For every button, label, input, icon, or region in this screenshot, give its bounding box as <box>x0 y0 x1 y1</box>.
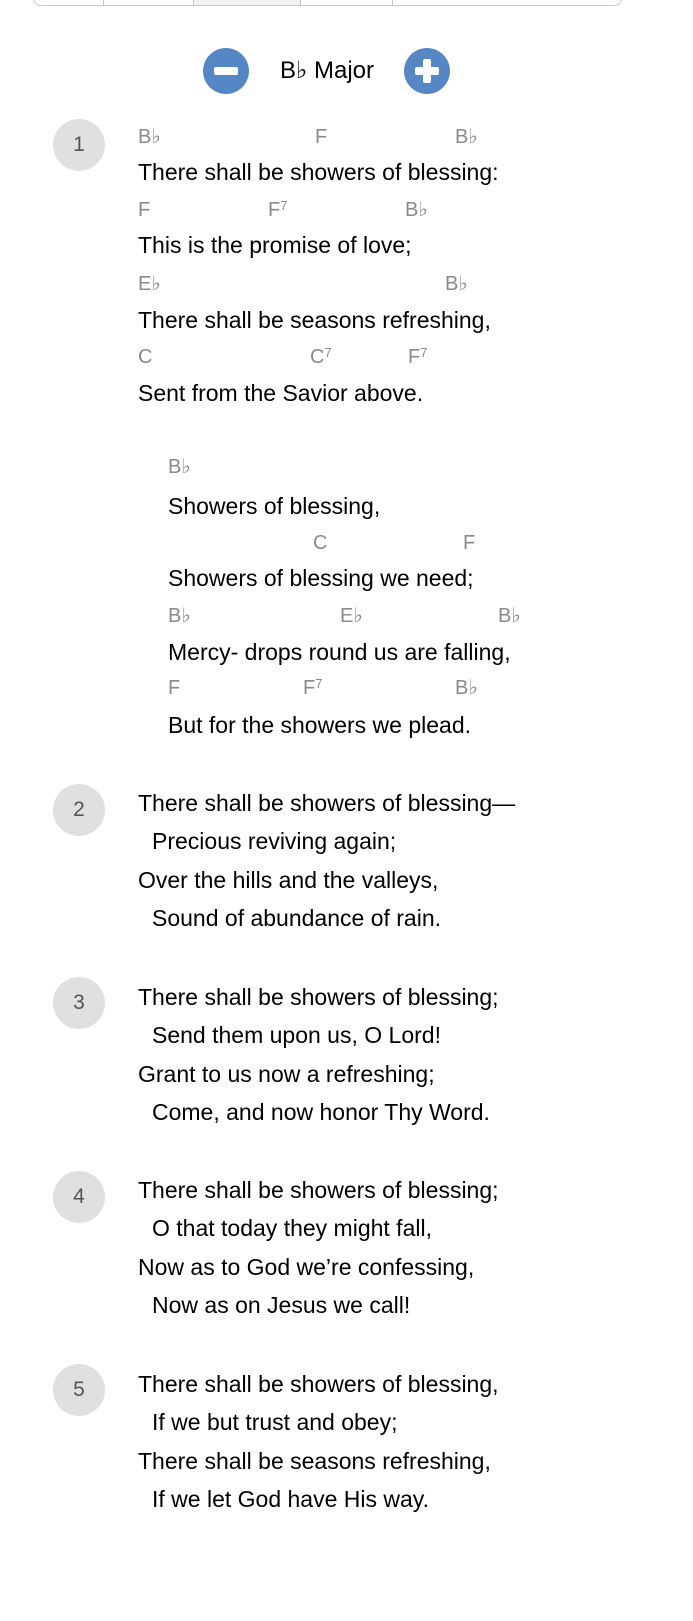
chord: $F^7$ <box>408 345 428 368</box>
refrain-line: Mercy- drops round us are falling, <box>168 639 511 665</box>
verse-number-badge: 5 <box>53 1364 105 1416</box>
key-decrease-button[interactable] <box>203 48 249 94</box>
lyric-line: Over the hills and the valleys, <box>138 867 439 893</box>
verse-number-badge: 2 <box>53 784 105 836</box>
lyric-line: There shall be showers of blessing— <box>138 790 516 816</box>
lyric-line: There shall be seasons refreshing, <box>138 307 491 333</box>
lyric-line: There shall be showers of blessing; <box>138 984 499 1010</box>
lyric-line: If we let God have His way. <box>152 1486 429 1512</box>
lyric-line: If we but trust and obey; <box>152 1409 398 1435</box>
lyric-line: Sound of abundance of rain. <box>152 905 442 931</box>
lyric-line: Now as on Jesus we call! <box>152 1292 411 1318</box>
lyric-line: There shall be showers of blessing: <box>138 159 499 185</box>
chord: $C^7$ <box>310 345 332 368</box>
chord: F <box>168 677 181 699</box>
segment[interactable] <box>104 0 194 5</box>
chord: F <box>315 126 328 148</box>
lyric-line: Now as to God we’re confessing, <box>138 1254 475 1280</box>
chord-extension: 7 <box>324 345 332 360</box>
chord: B♭ <box>455 677 478 699</box>
lyric-line: There shall be showers of blessing, <box>138 1371 499 1397</box>
verse-number-badge: 4 <box>53 1171 105 1223</box>
lyric-line: Come, and now honor Thy Word. <box>152 1099 490 1125</box>
lyric-line: This is the promise of love; <box>138 232 412 258</box>
lyric-line: Grant to us now a refreshing; <box>138 1061 435 1087</box>
chord-extension: 7 <box>315 676 323 691</box>
chord: B♭ <box>445 273 468 295</box>
chord-extension: 7 <box>280 198 288 213</box>
segmented-control <box>33 0 622 6</box>
segment-selected[interactable] <box>194 0 301 5</box>
lyric-line: There shall be seasons refreshing, <box>138 1448 491 1474</box>
lyric-line: Precious reviving again; <box>152 828 397 854</box>
chord: E♭ <box>138 273 161 295</box>
chord: B♭ <box>498 605 521 627</box>
refrain-line: Showers of blessing, <box>168 493 381 519</box>
lyric-line: Send them upon us, O Lord! <box>152 1022 441 1048</box>
segment[interactable] <box>301 0 393 5</box>
chord: C <box>138 346 153 368</box>
lyric-line: Sent from the Savior above. <box>138 380 424 406</box>
chord: $F^7$ <box>268 198 288 221</box>
chord: B♭ <box>168 456 191 478</box>
key-increase-button[interactable] <box>404 48 450 94</box>
refrain-line: Showers of blessing we need; <box>168 565 474 591</box>
chord: B♭ <box>405 199 428 221</box>
chord: C <box>313 532 328 554</box>
segment[interactable] <box>34 0 104 5</box>
chord: B♭ <box>168 605 191 627</box>
verse-number-badge: 1 <box>53 119 105 171</box>
chord: F <box>138 199 151 221</box>
chord: $F^7$ <box>303 676 323 699</box>
segment[interactable] <box>393 0 621 5</box>
lyric-line: O that today they might fall, <box>152 1215 432 1241</box>
chord-extension: 7 <box>420 345 428 360</box>
chord: B♭ <box>455 126 478 148</box>
chord: F <box>463 532 476 554</box>
verse-number-badge: 3 <box>53 977 105 1029</box>
refrain-line: But for the showers we plead. <box>168 712 471 738</box>
chord: E♭ <box>340 605 363 627</box>
key-label: B♭ Major <box>279 57 374 84</box>
lyric-line: There shall be showers of blessing; <box>138 1177 499 1203</box>
chord: B♭ <box>138 126 161 148</box>
